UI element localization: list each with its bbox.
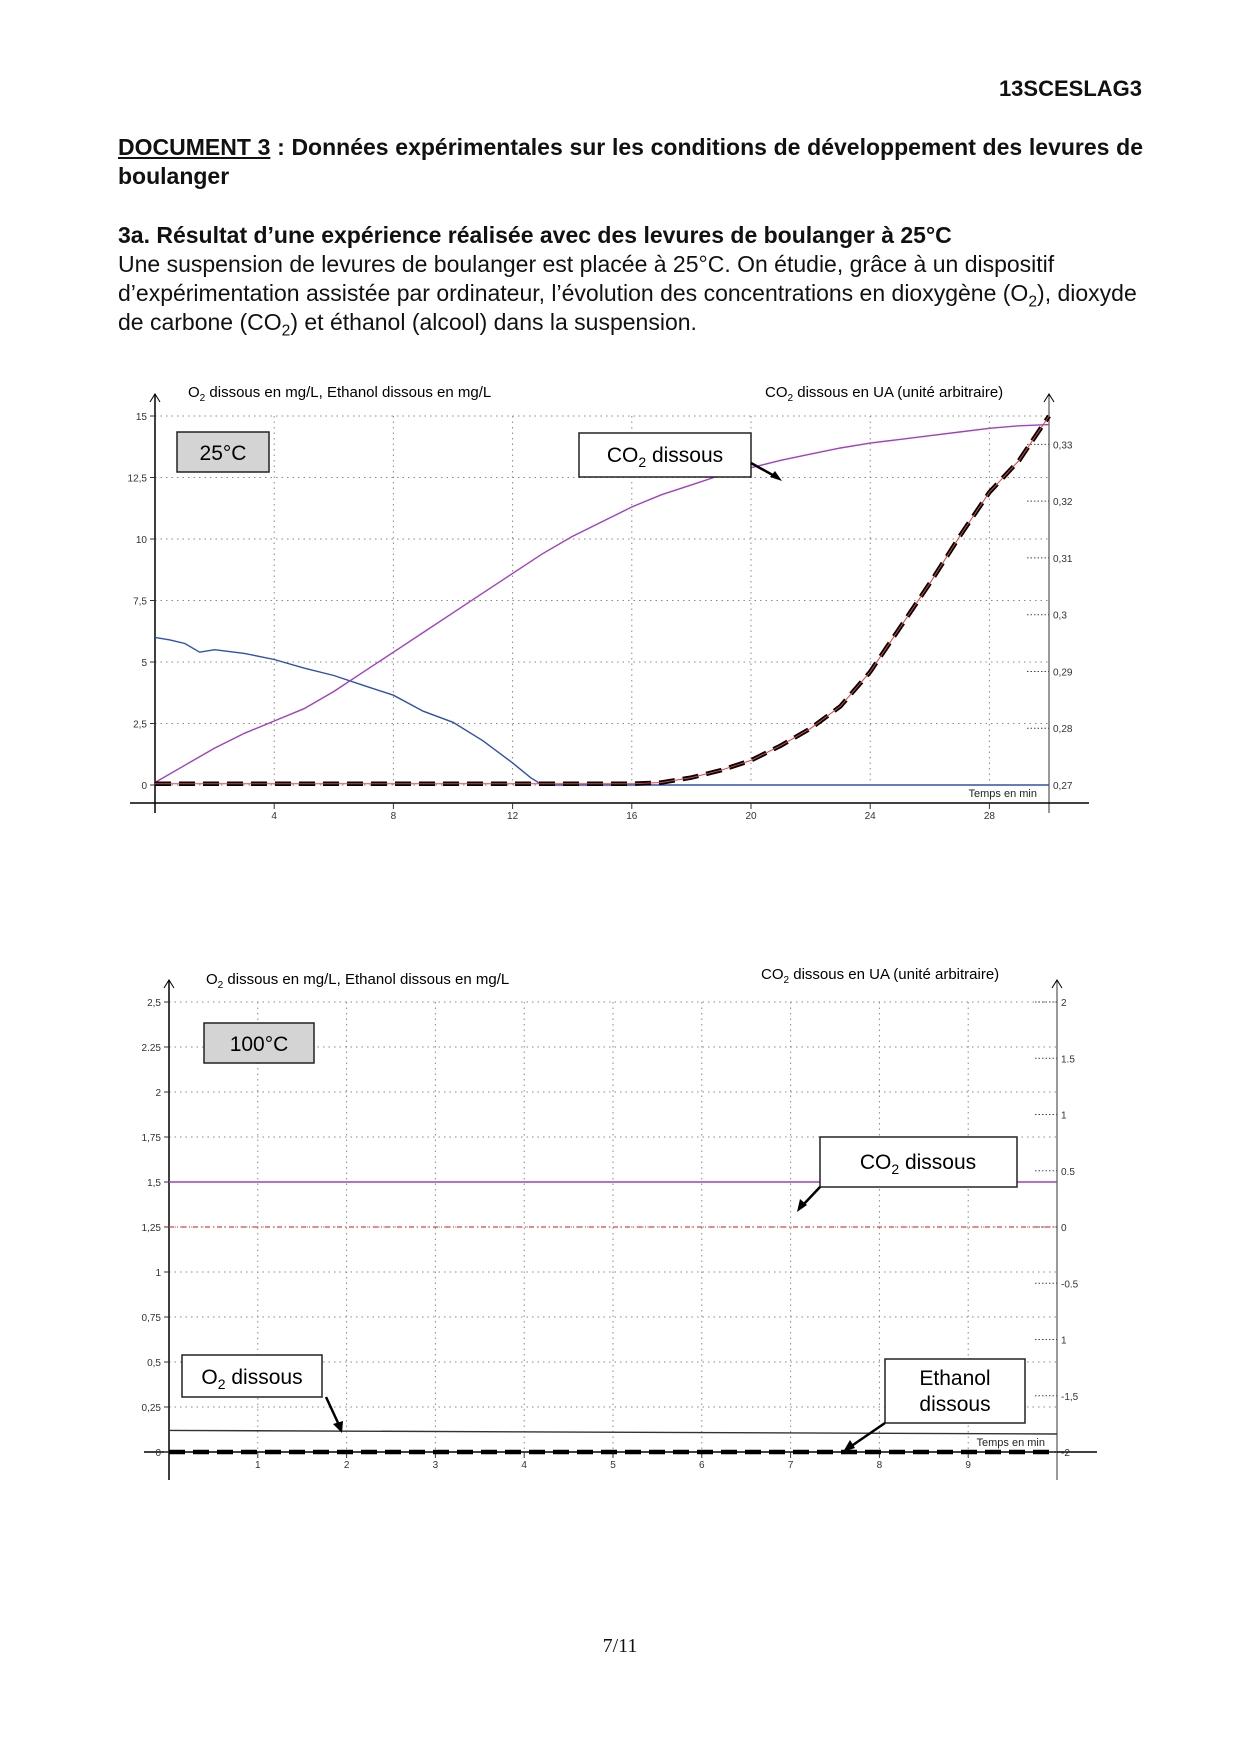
chart-100c-left-axis-label: $O_2$ dissous en mg/L, Ethanol dissous en mg/L — [206, 971, 510, 991]
chart-100c — [0, 955, 1240, 1575]
x-tick-label: 3 — [432, 1460, 439, 1471]
x-tick-label: 2 — [343, 1460, 350, 1471]
series-o2-dissous-line — [155, 637, 1049, 785]
y-left-tick-label: 0,75 — [141, 1313, 161, 1324]
y-left-tick-label: 10 — [135, 535, 147, 546]
y-left-tick-label: 1,25 — [141, 1223, 161, 1234]
x-tick-label: 4 — [271, 811, 277, 822]
series-o2-dissous-line — [169, 1430, 1057, 1434]
intro-part-2: ), dioxyde de carbone (CO — [118, 280, 1137, 335]
y-right-tick-label: -0.5 — [1061, 1279, 1079, 1291]
y-right-tick-label: -2 — [1061, 1448, 1070, 1459]
intro-part-3: ) et éthanol (alcool) dans la suspension. — [290, 309, 697, 335]
chart-100c-ethanol-callout-line1: Ethanol — [919, 1367, 991, 1390]
x-tick-label: 6 — [699, 1460, 705, 1471]
chart-25c — [0, 370, 1240, 920]
y-left-tick-label: 2.25 — [141, 1043, 161, 1054]
chart-100c-o2-callout: $O_2$ dissous — [201, 1366, 303, 1392]
y-left-tick-label: 1 — [155, 1268, 161, 1279]
x-tick-label: 28 — [983, 811, 995, 822]
x-tick-label: 9 — [965, 1460, 971, 1471]
y-right-tick-label: 0,33 — [1053, 440, 1073, 452]
y-right-tick-label: 1.5 — [1061, 1054, 1075, 1066]
chart-100c-o2-callout-arrow — [326, 1397, 339, 1425]
document-title — [118, 133, 1143, 191]
y-left-tick-label: 2,5 — [133, 719, 147, 731]
y-right-tick-label: 0,32 — [1053, 497, 1073, 509]
y-right-tick-label: 0.5 — [1061, 1166, 1075, 1178]
chart-100c-ethanol-callout-line2: dissous — [919, 1393, 991, 1416]
y-left-tick-label: 1,75 — [141, 1133, 161, 1144]
chart-25c-left-axis-label: $O_2$ dissous en mg/L, Ethanol dissous en mg/L — [188, 384, 492, 404]
y-left-tick-label: 0 — [155, 1448, 161, 1459]
intro-part-1: Une suspension de levures de boulanger est placée à 25°C. On étudie, grâce à un dispositif d’expérimentation assistée par ordinateur, l’évolution des concentrations en dioxygène (O — [118, 251, 1055, 306]
x-tick-label: 8 — [876, 1460, 883, 1471]
x-tick-label: 1 — [255, 1460, 261, 1471]
x-tick-label: 4 — [521, 1460, 527, 1471]
chart-100c-right-axis-label: $CO_2$ dissous en UA (unité arbitraire) — [761, 966, 1000, 986]
x-tick-label: 20 — [745, 811, 757, 822]
chart-25c-co2-callout-arrowhead — [770, 471, 782, 481]
y-left-tick-label: 7,5 — [133, 596, 147, 608]
page-number: 7/11 — [602, 1635, 638, 1657]
y-right-tick-label: -1,5 — [1061, 1391, 1079, 1403]
y-right-tick-label: 1 — [1061, 1335, 1067, 1347]
document-title-text: : Données expérimentales sur les conditions de développement des levures de boulanger — [118, 134, 1143, 189]
chart-100c-co2-callout-arrow — [803, 1187, 820, 1205]
x-tick-label: 24 — [864, 811, 876, 822]
document-label: DOCUMENT 3 — [118, 134, 271, 160]
x-tick-label: 7 — [787, 1460, 794, 1471]
y-right-tick-label: 0,28 — [1053, 724, 1073, 736]
y-right-tick-label: 1 — [1061, 1110, 1067, 1122]
y-left-tick-label: 0,25 — [141, 1403, 161, 1414]
y-left-tick-label: 2 — [155, 1088, 161, 1099]
x-axis-label: Temps en min — [976, 1437, 1045, 1449]
chart-100c-co2-callout: $CO_2$ dissous — [859, 1151, 977, 1177]
chart-25c-right-axis-label: $CO_2$ dissous en UA (unité arbitraire) — [765, 384, 1004, 404]
y-left-tick-label: 1,5 — [147, 1178, 161, 1189]
y-right-tick-label: 0,3 — [1053, 610, 1067, 622]
y-left-tick-label: 0 — [141, 781, 147, 792]
y-left-tick-label: 15 — [135, 412, 147, 423]
y-right-tick-label: 0,27 — [1053, 781, 1073, 792]
y-left-tick-label: 5 — [141, 658, 147, 669]
y-right-tick-label: 0,31 — [1053, 553, 1073, 565]
y-left-tick-label: 2,5 — [147, 998, 161, 1009]
y-left-tick-label: 0,5 — [147, 1358, 161, 1369]
chart-25c-co2-callout: $CO_2$ dissous — [606, 444, 724, 470]
x-tick-label: 5 — [610, 1460, 616, 1471]
y-left-tick-label: 12,5 — [127, 473, 147, 485]
y-right-tick-label: 2 — [1061, 998, 1067, 1009]
y-right-tick-label: 0 — [1061, 1223, 1067, 1234]
x-axis-label: Temps en min — [968, 788, 1037, 800]
intro-sub-1: 2 — [1028, 293, 1038, 311]
x-tick-label: 16 — [626, 811, 638, 822]
chart-25c-temp-label: 25°C — [199, 442, 247, 465]
document-code: 13SCESLAG3 — [998, 76, 1142, 101]
section-intro — [118, 250, 1148, 340]
section-title: 3a. Résultat d’une expérience réalisée avec des levures de boulanger à 25°C — [118, 222, 952, 248]
intro-sub-2: 2 — [281, 322, 291, 340]
chart-100c-temp-label: 100°C — [229, 1033, 289, 1056]
x-tick-label: 12 — [507, 811, 519, 822]
x-tick-label: 8 — [390, 811, 397, 822]
y-right-tick-label: 0,29 — [1053, 667, 1073, 679]
